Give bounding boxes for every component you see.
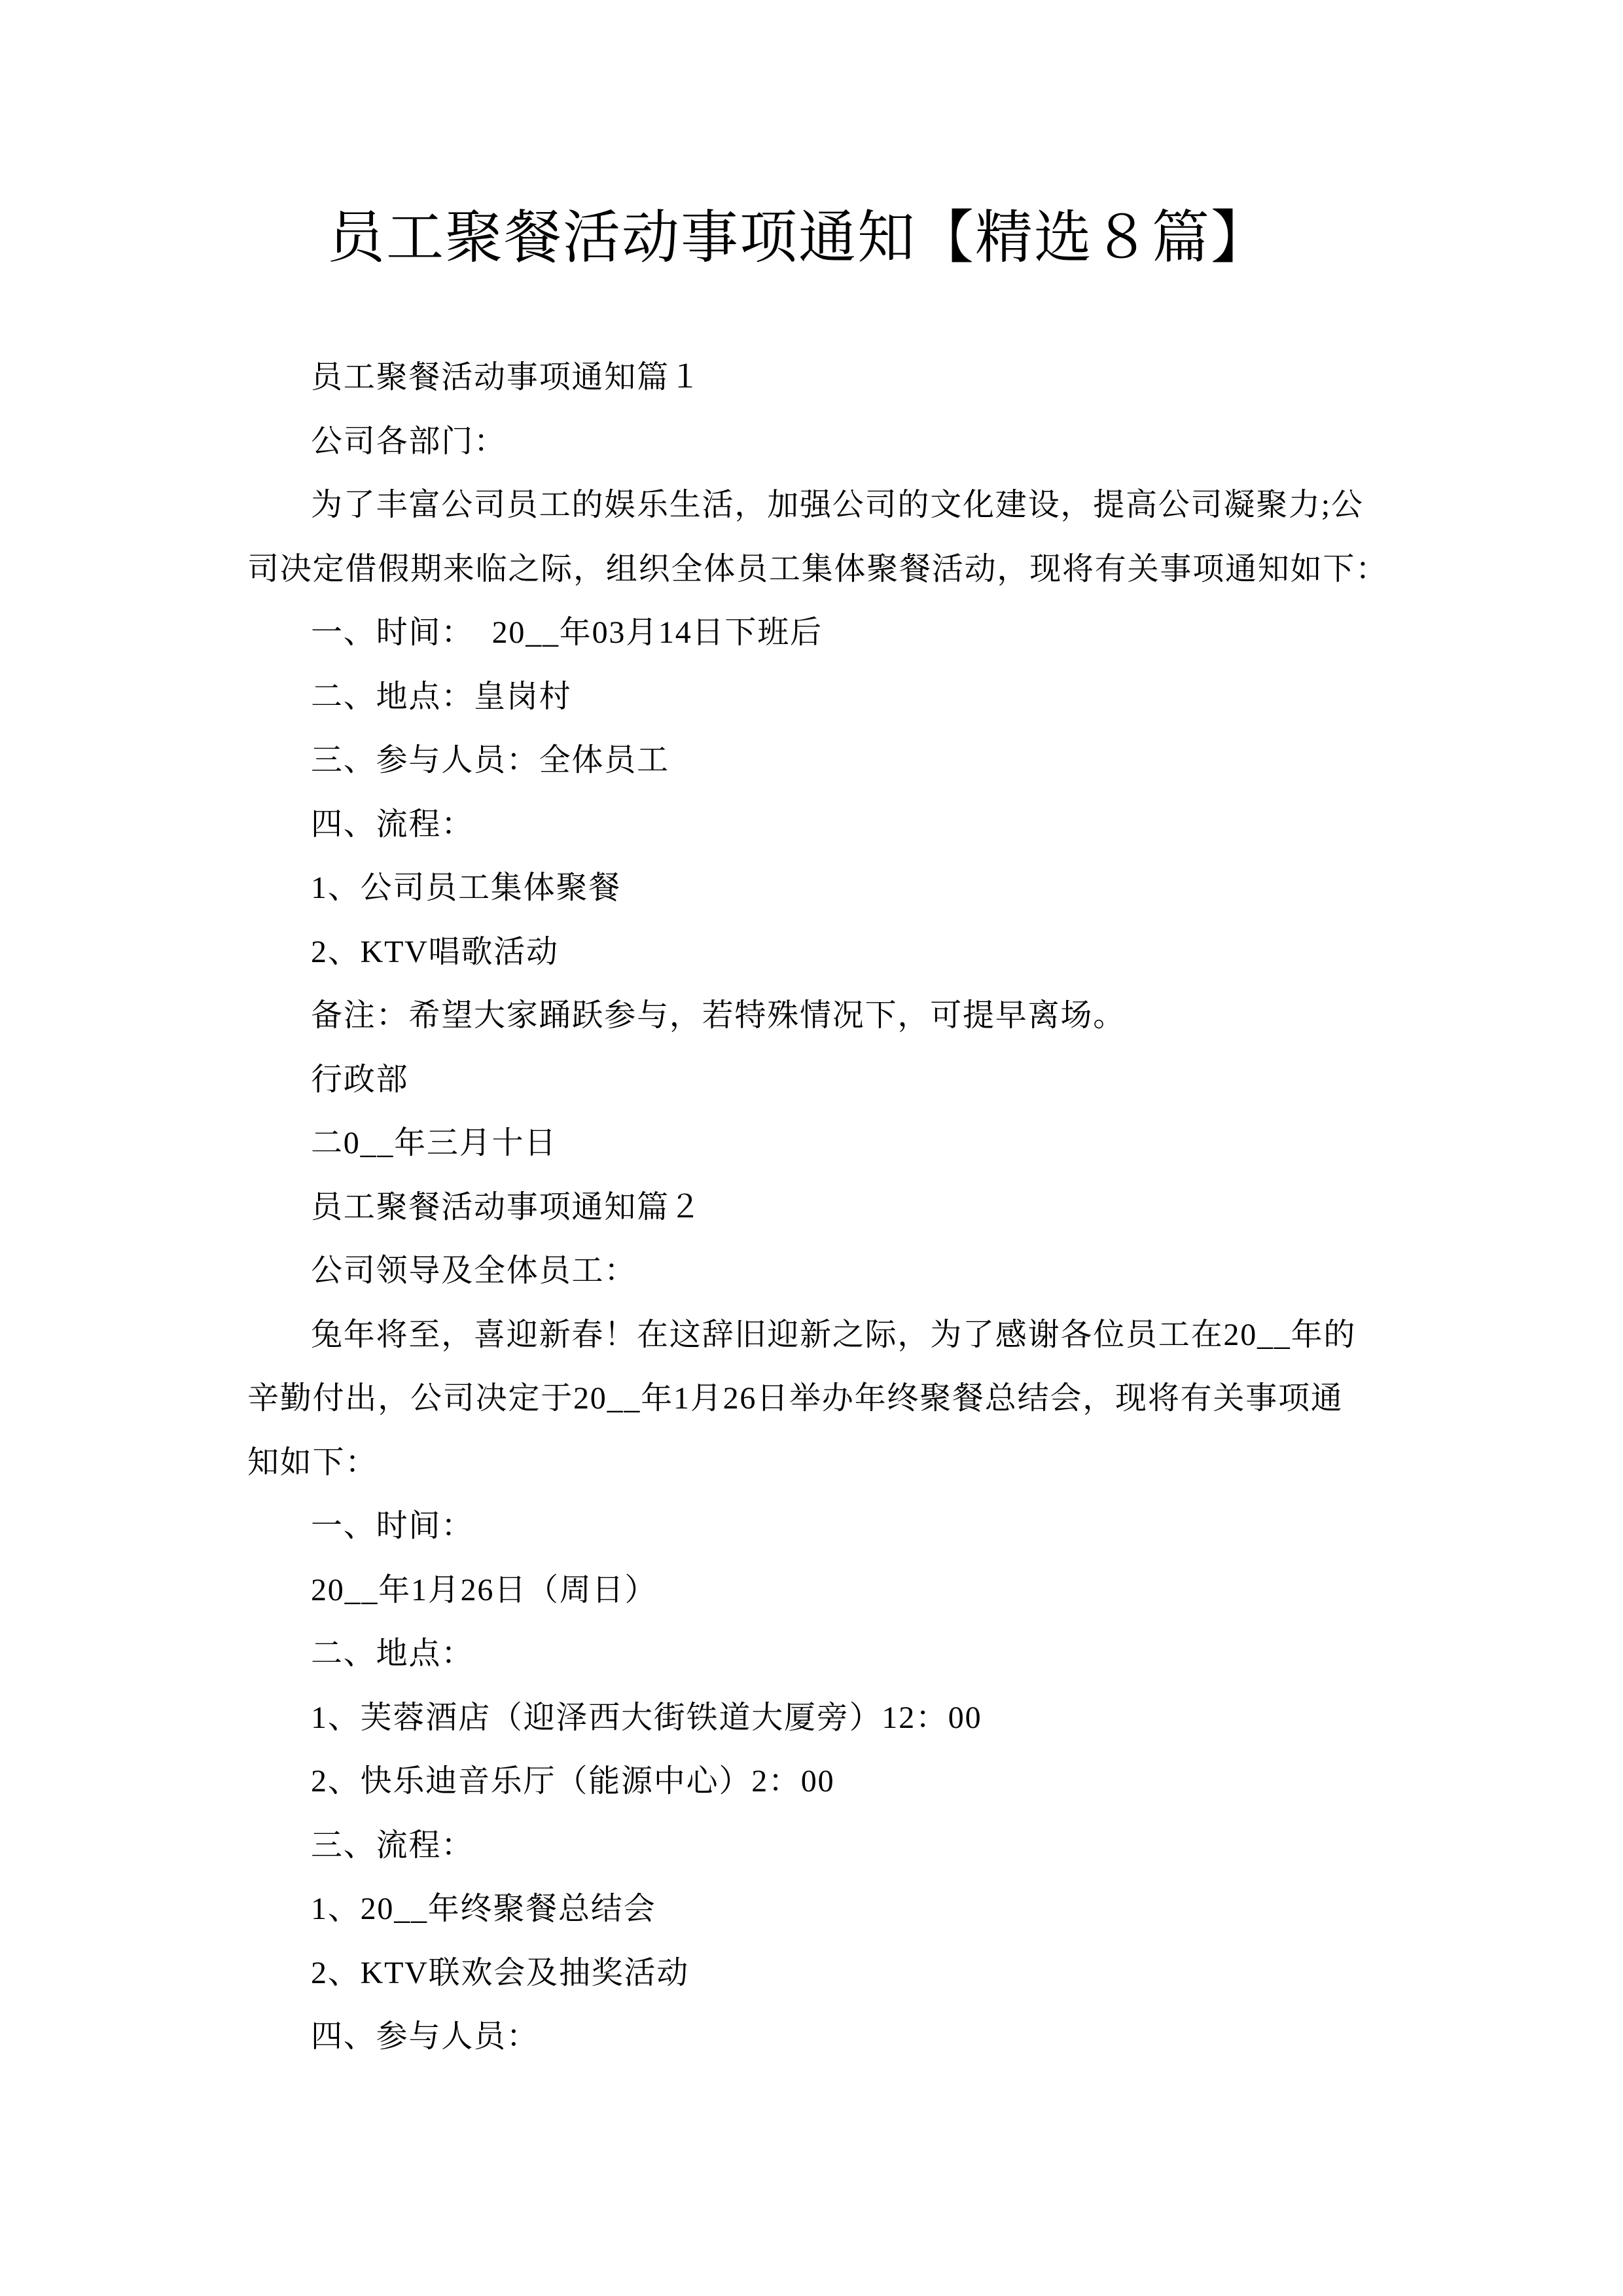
section-1 — [247, 346, 1399, 1175]
notice-item-date: 20__年1月26日（周日） — [311, 1572, 658, 1607]
notice-item-time: 一、时间： — [311, 1509, 474, 1543]
intro-line: 司决定借假期来临之际，组织全体员工集体聚餐活动，现将有关事项通知如下： — [247, 551, 1389, 586]
intro-line: 辛勤付出，公司决定于20__年1月26日举办年终聚餐总结会，现将有关事项通 — [247, 1381, 1344, 1416]
notice-item-location: 二、地点： — [311, 1636, 474, 1671]
section-heading: 员工聚餐活动事项通知篇１ — [311, 360, 702, 395]
notice-remark: 备注：希望大家踊跃参与，若特殊情况下，可提早离场。 — [311, 998, 1126, 1033]
section-2 — [247, 1175, 1399, 2069]
document-body — [247, 346, 1399, 2069]
notice-item-location: 二、地点：皇岗村 — [311, 679, 572, 714]
intro-line: 为了丰富公司员工的娱乐生活，加强公司的文化建设，提高公司凝聚力;公 — [311, 488, 1364, 522]
notice-item-participants: 四、参与人员： — [311, 2019, 539, 2054]
process-step: 2、KTV唱歌活动 — [311, 934, 559, 969]
process-step: 2、KTV联欢会及抽奖活动 — [311, 1955, 690, 1990]
intro-line: 知如下： — [247, 1444, 378, 1480]
notice-item-time: 一、时间： 20__年03月14日下班后 — [311, 615, 823, 650]
document-title: 员工聚餐活动事项通知【精选８篇】 — [327, 207, 1270, 270]
signature: 行政部 — [311, 1062, 409, 1097]
notice-item-participants: 三、参与人员：全体员工 — [311, 743, 669, 778]
notice-item-process: 三、流程： — [311, 1827, 474, 1863]
process-step: 1、20__年终聚餐总结会 — [311, 1892, 656, 1926]
salutation: 公司领导及全体员工： — [311, 1253, 637, 1288]
intro-line: 兔年将至，喜迎新春！在这辞旧迎新之际，为了感谢各位员工在20__年的 — [311, 1317, 1357, 1352]
salutation: 公司各部门： — [311, 423, 507, 459]
location-entry: 1、芙蓉酒店（迎泽西大街铁道大厦旁）12：00 — [311, 1700, 982, 1735]
process-step: 1、公司员工集体聚餐 — [311, 870, 622, 905]
notice-item-process: 四、流程： — [311, 806, 474, 842]
signature-date: 二0__年三月十日 — [311, 1126, 558, 1160]
location-entry: 2、快乐迪音乐厅（能源中心）2：00 — [311, 1764, 835, 1799]
section-heading: 员工聚餐活动事项通知篇２ — [311, 1189, 702, 1225]
